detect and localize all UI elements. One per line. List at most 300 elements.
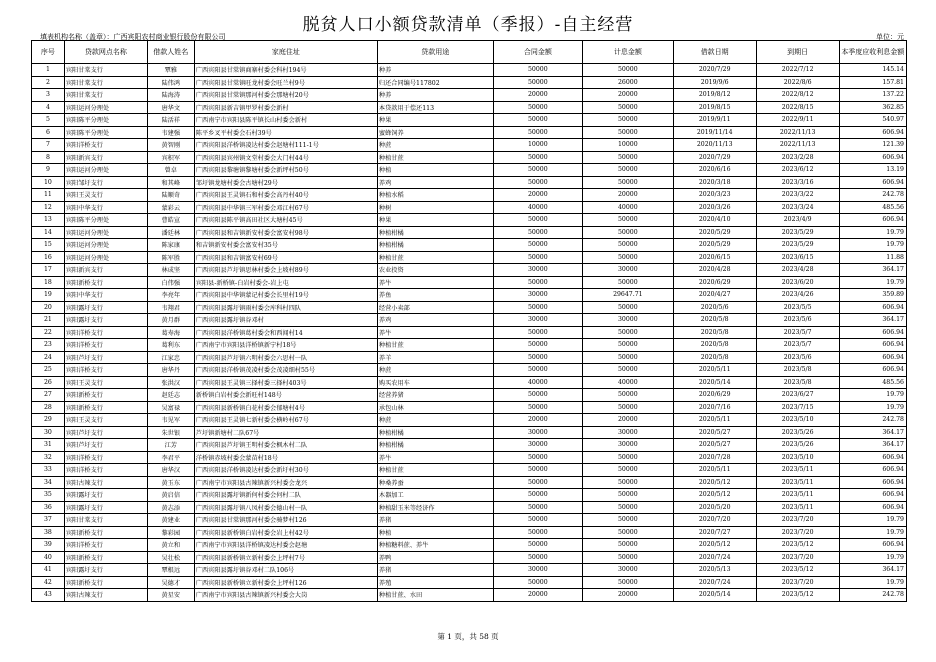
cell-borrower: 林成坚 <box>147 264 194 277</box>
table-row <box>32 214 907 227</box>
cell-interest-amount: 50000 <box>582 451 673 464</box>
cell-due-date: 2023/5/12 <box>756 564 839 577</box>
cell-due-date: 2023/3/22 <box>756 189 839 202</box>
cell-index: 37 <box>32 514 65 527</box>
cell-address: 广西南宁市宾阳县洋桥镇新宁村18号 <box>194 339 377 352</box>
cell-borrower: 宾积军 <box>147 151 194 164</box>
cell-interest-amount: 20000 <box>582 89 673 102</box>
cell-due-date: 2022/11/13 <box>756 139 839 152</box>
cell-branch: 宾阳新桥支行 <box>64 389 147 402</box>
cell-due-date: 2023/5/12 <box>756 539 839 552</box>
cell-branch: 宾阳新宾支行 <box>64 151 147 164</box>
cell-address: 广西南宁市宾阳县古辣镇新兴村委会大岗 <box>194 589 377 602</box>
cell-borrower: 唐华汉 <box>147 464 194 477</box>
cell-loan-date: 2020/5/20 <box>673 501 756 514</box>
cell-interest-amount: 50000 <box>582 526 673 539</box>
cell-purpose: 种蔗 <box>377 364 493 377</box>
cell-address: 广西宾阳县洋桥镇葛村委会和西闻村14 <box>194 326 377 339</box>
cell-loan-date: 2019/9/6 <box>673 76 756 89</box>
cell-quarter-interest: 606.94 <box>839 339 906 352</box>
cell-interest-amount: 50000 <box>582 301 673 314</box>
cell-branch: 宾阳甘棠支行 <box>64 76 147 89</box>
cell-due-date: 2023/5/5 <box>756 301 839 314</box>
cell-interest-amount: 20000 <box>582 189 673 202</box>
cell-contract-amount: 50000 <box>493 176 582 189</box>
cell-contract-amount: 50000 <box>493 389 582 402</box>
cell-interest-amount: 50000 <box>582 114 673 127</box>
cell-address: 陈平乡叉平村委会石村39号 <box>194 126 377 139</box>
cell-interest-amount: 50000 <box>582 351 673 364</box>
cell-address: 和吉镇新安村委会富安村35号 <box>194 239 377 252</box>
cell-index: 22 <box>32 326 65 339</box>
cell-loan-date: 2020/5/8 <box>673 326 756 339</box>
cell-address: 广西宾阳县黎塘镇黎塘村委会新坪村50号 <box>194 164 377 177</box>
cell-loan-date: 2020/5/14 <box>673 376 756 389</box>
table-row <box>32 301 907 314</box>
cell-loan-date: 2020/7/28 <box>673 451 756 464</box>
cell-borrower: 黄玉东 <box>147 476 194 489</box>
cell-contract-amount: 50000 <box>493 489 582 502</box>
cell-quarter-interest: 606.94 <box>839 489 906 502</box>
cell-contract-amount: 50000 <box>493 326 582 339</box>
cell-borrower: 覃根远 <box>147 564 194 577</box>
cell-loan-date: 2020/5/6 <box>673 301 756 314</box>
cell-borrower: 蒙彩云 <box>147 201 194 214</box>
cell-index: 27 <box>32 389 65 402</box>
cell-loan-date: 2020/3/23 <box>673 189 756 202</box>
cell-branch: 宾阳甘棠支行 <box>64 89 147 102</box>
table-row <box>32 101 907 114</box>
cell-interest-amount: 50000 <box>582 489 673 502</box>
cell-purpose: 养牛 <box>377 326 493 339</box>
cell-quarter-interest: 359.89 <box>839 289 906 302</box>
cell-loan-date: 2020/7/20 <box>673 514 756 527</box>
cell-purpose: 种养 <box>377 64 493 77</box>
cell-due-date: 2022/8/15 <box>756 101 839 114</box>
header-borrower: 借款人姓名 <box>147 41 194 64</box>
cell-quarter-interest: 606.94 <box>839 351 906 364</box>
cell-quarter-interest: 13.19 <box>839 164 906 177</box>
cell-interest-amount: 50000 <box>582 401 673 414</box>
cell-index: 2 <box>32 76 65 89</box>
cell-interest-amount: 50000 <box>582 276 673 289</box>
cell-index: 10 <box>32 176 65 189</box>
table-row <box>32 364 907 377</box>
cell-purpose: 种养 <box>377 89 493 102</box>
cell-address: 新桥镇白岩村委会新旺村148号 <box>194 389 377 402</box>
cell-index: 12 <box>32 201 65 214</box>
cell-address: 广西宾阳县新桥镇白花村委会郁塘村4号 <box>194 401 377 414</box>
cell-borrower: 李君平 <box>147 451 194 464</box>
cell-index: 28 <box>32 401 65 414</box>
cell-loan-date: 2020/4/10 <box>673 214 756 227</box>
table-row <box>32 151 907 164</box>
cell-due-date: 2023/5/12 <box>756 589 839 602</box>
cell-address: 广西宾阳县和吉镇新安村委会富安村98号 <box>194 226 377 239</box>
cell-interest-amount: 30000 <box>582 426 673 439</box>
cell-quarter-interest: 157.81 <box>839 76 906 89</box>
cell-address: 广西宾阳县王灵镇七新村委会横岭村67号 <box>194 414 377 427</box>
cell-due-date: 2023/6/20 <box>756 276 839 289</box>
cell-quarter-interest: 19.79 <box>839 551 906 564</box>
cell-contract-amount: 30000 <box>493 264 582 277</box>
cell-borrower: 李亮年 <box>147 289 194 302</box>
cell-interest-amount: 50000 <box>582 176 673 189</box>
cell-due-date: 2023/5/26 <box>756 439 839 452</box>
cell-interest-amount: 50000 <box>582 576 673 589</box>
cell-quarter-interest: 121.39 <box>839 139 906 152</box>
cell-purpose: 种桑养蚕 <box>377 476 493 489</box>
cell-loan-date: 2020/11/13 <box>673 139 756 152</box>
cell-quarter-interest: 19.79 <box>839 276 906 289</box>
cell-loan-date: 2020/6/15 <box>673 251 756 264</box>
cell-quarter-interest: 364.17 <box>839 439 906 452</box>
cell-contract-amount: 20000 <box>493 414 582 427</box>
table-row <box>32 251 907 264</box>
cell-due-date: 2023/5/10 <box>756 451 839 464</box>
cell-branch: 宾阳陈平分理处 <box>64 126 147 139</box>
table-row <box>32 501 907 514</box>
cell-index: 21 <box>32 314 65 327</box>
cell-address: 广西宾阳县甘棠镇商寨村委会科村194号 <box>194 64 377 77</box>
cell-branch: 宾阳芦圩支行 <box>64 351 147 364</box>
cell-purpose: 经营养猪 <box>377 389 493 402</box>
cell-contract-amount: 50000 <box>493 514 582 527</box>
cell-loan-date: 2020/4/27 <box>673 289 756 302</box>
cell-index: 4 <box>32 101 65 114</box>
cell-loan-date: 2020/5/11 <box>673 414 756 427</box>
cell-contract-amount: 50000 <box>493 214 582 227</box>
cell-due-date: 2023/5/8 <box>756 376 839 389</box>
table-row <box>32 139 907 152</box>
cell-index: 5 <box>32 114 65 127</box>
table-row <box>32 401 907 414</box>
header-loan-date: 借款日期 <box>673 41 756 64</box>
cell-contract-amount: 50000 <box>493 476 582 489</box>
cell-contract-amount: 50000 <box>493 126 582 139</box>
table-row <box>32 264 907 277</box>
cell-branch: 宾阳洋桥支行 <box>64 339 147 352</box>
cell-due-date: 2023/5/6 <box>756 314 839 327</box>
cell-interest-amount: 50000 <box>582 126 673 139</box>
cell-branch: 宾阳王灵支行 <box>64 414 147 427</box>
cell-address: 广西宾阳县露圩镇八凤村委会德山村一队 <box>194 501 377 514</box>
cell-interest-amount: 50000 <box>582 251 673 264</box>
cell-index: 26 <box>32 376 65 389</box>
cell-quarter-interest: 485.56 <box>839 376 906 389</box>
cell-loan-date: 2020/5/27 <box>673 426 756 439</box>
cell-branch: 宾阳运河分理处 <box>64 251 147 264</box>
cell-due-date: 2023/6/27 <box>756 389 839 402</box>
cell-address: 广西宾阳县宾州镇文堂村委会大门村44号 <box>194 151 377 164</box>
cell-purpose: 种植水稻 <box>377 189 493 202</box>
cell-address: 广西宾阳县王灵镇三择村委三择村403号 <box>194 376 377 389</box>
cell-branch: 宾阳露圩支行 <box>64 489 147 502</box>
header-address: 家庭住址 <box>194 41 377 64</box>
cell-purpose: 木器加工 <box>377 489 493 502</box>
cell-index: 17 <box>32 264 65 277</box>
cell-quarter-interest: 19.79 <box>839 526 906 539</box>
cell-contract-amount: 20000 <box>493 189 582 202</box>
cell-index: 36 <box>32 501 65 514</box>
cell-index: 18 <box>32 276 65 289</box>
cell-loan-date: 2020/5/29 <box>673 226 756 239</box>
cell-index: 6 <box>32 126 65 139</box>
header-purpose: 贷款用途 <box>377 41 493 64</box>
cell-quarter-interest: 19.79 <box>839 226 906 239</box>
cell-interest-amount: 50000 <box>582 164 673 177</box>
cell-purpose: 种植柑橘 <box>377 439 493 452</box>
cell-address: 广西宾阳县甘棠镇那河村委会那塘村20号 <box>194 89 377 102</box>
cell-index: 32 <box>32 451 65 464</box>
cell-address: 邹圩镇龙塘村委会古塘村29号 <box>194 176 377 189</box>
cell-address: 广西宾阳县芦圩镇六明村委会六思村一队 <box>194 351 377 364</box>
cell-branch: 宾阳中华支行 <box>64 201 147 214</box>
cell-contract-amount: 50000 <box>493 226 582 239</box>
cell-interest-amount: 50000 <box>582 326 673 339</box>
table-row <box>32 326 907 339</box>
cell-contract-amount: 50000 <box>493 101 582 114</box>
cell-interest-amount: 30000 <box>582 564 673 577</box>
cell-contract-amount: 50000 <box>493 301 582 314</box>
cell-interest-amount: 26000 <box>582 76 673 89</box>
table-row <box>32 164 907 177</box>
cell-index: 30 <box>32 426 65 439</box>
cell-quarter-interest: 242.78 <box>839 589 906 602</box>
cell-quarter-interest: 137.22 <box>839 89 906 102</box>
cell-contract-amount: 50000 <box>493 551 582 564</box>
cell-interest-amount: 50000 <box>582 539 673 552</box>
table-row <box>32 464 907 477</box>
cell-loan-date: 2020/5/27 <box>673 439 756 452</box>
cell-branch: 宾阳运河分理处 <box>64 226 147 239</box>
cell-due-date: 2023/7/15 <box>756 401 839 414</box>
cell-purpose: 养猪 <box>377 514 493 527</box>
cell-branch: 宾阳甘棠支行 <box>64 64 147 77</box>
cell-borrower: 韦见军 <box>147 414 194 427</box>
cell-purpose: 购买农用车 <box>377 376 493 389</box>
cell-borrower: 黄月群 <box>147 314 194 327</box>
cell-due-date: 2023/5/29 <box>756 239 839 252</box>
cell-index: 11 <box>32 189 65 202</box>
cell-due-date: 2023/5/29 <box>756 226 839 239</box>
cell-branch: 宾阳洋桥支行 <box>64 451 147 464</box>
cell-due-date: 2023/4/9 <box>756 214 839 227</box>
table-row <box>32 551 907 564</box>
cell-loan-date: 2020/5/14 <box>673 589 756 602</box>
cell-address: 宾阳县-新桥镇-白岩村委会-岩上屯 <box>194 276 377 289</box>
cell-purpose: 种树 <box>377 201 493 214</box>
cell-branch: 宾阳邹圩支行 <box>64 176 147 189</box>
cell-purpose: 种植甘蔗 <box>377 151 493 164</box>
cell-address: 广西宾阳县洋桥镇茂凌村委会茂凌细村55号 <box>194 364 377 377</box>
cell-address: 广西宾阳县新吉镇甲罗村委会新村 <box>194 101 377 114</box>
cell-borrower: 张洪汉 <box>147 376 194 389</box>
table-row <box>32 414 907 427</box>
cell-interest-amount: 40000 <box>582 376 673 389</box>
cell-due-date: 2022/7/12 <box>756 64 839 77</box>
cell-index: 24 <box>32 351 65 364</box>
cell-index: 3 <box>32 89 65 102</box>
cell-index: 31 <box>32 439 65 452</box>
cell-loan-date: 2020/5/12 <box>673 476 756 489</box>
cell-due-date: 2023/7/20 <box>756 526 839 539</box>
cell-loan-date: 2019/8/15 <box>673 101 756 114</box>
table-row <box>32 564 907 577</box>
cell-interest-amount: 50000 <box>582 464 673 477</box>
cell-borrower: 吴德才 <box>147 576 194 589</box>
cell-contract-amount: 50000 <box>493 239 582 252</box>
cell-address: 广西宾阳县中华镇三军村委会邓江村67号 <box>194 201 377 214</box>
header-quarter-interest: 本季度应收利息金额 <box>839 41 906 64</box>
cell-address: 广西宾阳县露圩镇谷邓村 <box>194 314 377 327</box>
cell-loan-date: 2020/7/27 <box>673 526 756 539</box>
cell-branch: 宾阳古辣支行 <box>64 589 147 602</box>
table-row <box>32 489 907 502</box>
cell-due-date: 2023/5/8 <box>756 364 839 377</box>
cell-contract-amount: 50000 <box>493 114 582 127</box>
table-row <box>32 314 907 327</box>
cell-due-date: 2023/2/28 <box>756 151 839 164</box>
cell-borrower: 黄智刚 <box>147 139 194 152</box>
cell-interest-amount: 50000 <box>582 514 673 527</box>
cell-purpose: 种蔗 <box>377 414 493 427</box>
cell-purpose: 种植柑橘 <box>377 239 493 252</box>
cell-interest-amount: 40000 <box>582 201 673 214</box>
cell-branch: 宾阳运河分理处 <box>64 164 147 177</box>
cell-contract-amount: 30000 <box>493 426 582 439</box>
table-row <box>32 176 907 189</box>
table-row <box>32 451 907 464</box>
cell-contract-amount: 30000 <box>493 564 582 577</box>
cell-contract-amount: 50000 <box>493 576 582 589</box>
cell-loan-date: 2020/5/8 <box>673 351 756 364</box>
cell-contract-amount: 50000 <box>493 76 582 89</box>
cell-branch: 宾阳洋桥支行 <box>64 539 147 552</box>
cell-due-date: 2023/5/11 <box>756 489 839 502</box>
cell-quarter-interest: 540.97 <box>839 114 906 127</box>
cell-address: 广西南宁市宾阳县洋桥镇凌达村委会赵塘 <box>194 539 377 552</box>
cell-due-date: 2023/5/7 <box>756 326 839 339</box>
unit-label: 单位：元 <box>876 33 904 41</box>
cell-purpose: 种植甜玉米等经济作 <box>377 501 493 514</box>
cell-branch: 宾阳芦圩支行 <box>64 439 147 452</box>
cell-purpose: 种植柑橘 <box>377 226 493 239</box>
cell-due-date: 2023/6/12 <box>756 164 839 177</box>
cell-quarter-interest: 606.94 <box>839 151 906 164</box>
cell-purpose: 养猪 <box>377 564 493 577</box>
cell-branch: 宾阳新桥支行 <box>64 576 147 589</box>
loan-table <box>31 40 907 602</box>
cell-address: 广西宾阳县新桥镇立新村委会上坪村126 <box>194 576 377 589</box>
cell-index: 42 <box>32 576 65 589</box>
cell-contract-amount: 30000 <box>493 289 582 302</box>
table-row <box>32 439 907 452</box>
cell-address: 广西宾阳县王灵镇石和村委会高丹村40号 <box>194 189 377 202</box>
header-interest-amount: 计息金额 <box>582 41 673 64</box>
cell-contract-amount: 50000 <box>493 401 582 414</box>
cell-address: 洋桥镇赤坡村委会蒙苗村18号 <box>194 451 377 464</box>
cell-interest-amount: 20000 <box>582 589 673 602</box>
header-contract-amount: 合同金额 <box>493 41 582 64</box>
table-row <box>32 114 907 127</box>
table-row <box>32 226 907 239</box>
cell-quarter-interest: 606.94 <box>839 301 906 314</box>
cell-address: 广西南宁市宾阳县古辣镇新兴村委会龙兴 <box>194 476 377 489</box>
cell-purpose: 养殖 <box>377 576 493 589</box>
cell-branch: 宾阳洋桥支行 <box>64 326 147 339</box>
cell-purpose: 种果 <box>377 114 493 127</box>
cell-borrower: 葛寿海 <box>147 326 194 339</box>
table-row <box>32 376 907 389</box>
cell-borrower: 白伟强 <box>147 276 194 289</box>
cell-branch: 宾阳新桥支行 <box>64 276 147 289</box>
cell-purpose: 养鸡 <box>377 176 493 189</box>
cell-address: 广西宾阳县露圩镇谷邓村二队106号 <box>194 564 377 577</box>
cell-due-date: 2023/4/26 <box>756 289 839 302</box>
cell-interest-amount: 30000 <box>582 439 673 452</box>
cell-interest-amount: 50000 <box>582 476 673 489</box>
cell-interest-amount: 29647.71 <box>582 289 673 302</box>
cell-contract-amount: 50000 <box>493 151 582 164</box>
cell-contract-amount: 10000 <box>493 139 582 152</box>
table-row <box>32 351 907 364</box>
cell-branch: 宾阳王灵支行 <box>64 189 147 202</box>
cell-borrower: 曹皓宣 <box>147 214 194 227</box>
cell-purpose: 种果 <box>377 214 493 227</box>
cell-borrower: 陆顺奇 <box>147 189 194 202</box>
cell-loan-date: 2019/11/14 <box>673 126 756 139</box>
cell-due-date: 2023/5/26 <box>756 426 839 439</box>
cell-due-date: 2022/9/11 <box>756 114 839 127</box>
cell-address: 广西宾阳县洋桥镇凌达村委会赵塘村111-1号 <box>194 139 377 152</box>
cell-branch: 宾阳洋桥支行 <box>64 364 147 377</box>
cell-interest-amount: 50000 <box>582 101 673 114</box>
cell-index: 7 <box>32 139 65 152</box>
cell-loan-date: 2020/5/8 <box>673 314 756 327</box>
cell-due-date: 2023/5/10 <box>756 414 839 427</box>
cell-quarter-interest: 145.14 <box>839 64 906 77</box>
table-row <box>32 189 907 202</box>
cell-loan-date: 2020/7/24 <box>673 551 756 564</box>
cell-loan-date: 2020/5/11 <box>673 364 756 377</box>
cell-index: 40 <box>32 551 65 564</box>
cell-due-date: 2023/5/7 <box>756 339 839 352</box>
table-row <box>32 476 907 489</box>
cell-borrower: 黄星安 <box>147 589 194 602</box>
cell-contract-amount: 20000 <box>493 89 582 102</box>
cell-quarter-interest: 606.94 <box>839 214 906 227</box>
cell-due-date: 2023/7/20 <box>756 551 839 564</box>
cell-loan-date: 2020/3/26 <box>673 201 756 214</box>
cell-address: 广西宾阳县和吉镇富安村69号 <box>194 251 377 264</box>
cell-borrower: 黄启信 <box>147 489 194 502</box>
cell-purpose: 农业投资 <box>377 264 493 277</box>
table-row <box>32 514 907 527</box>
cell-address: 广西宾阳县陈平镇高田社区大塘村45号 <box>194 214 377 227</box>
cell-quarter-interest: 606.94 <box>839 326 906 339</box>
cell-purpose: 种植糖料蔗、养牛 <box>377 539 493 552</box>
cell-borrower: 赵廷志 <box>147 389 194 402</box>
cell-address: 广西宾阳县芦圩镇思林村委会上坡村89号 <box>194 264 377 277</box>
cell-address: 广西宾阳县甘棠镇那河村委会骑梦村126 <box>194 514 377 527</box>
cell-index: 16 <box>32 251 65 264</box>
cell-quarter-interest: 362.85 <box>839 101 906 114</box>
cell-quarter-interest: 242.78 <box>839 414 906 427</box>
cell-index: 33 <box>32 464 65 477</box>
cell-branch: 宾阳新桥支行 <box>64 526 147 539</box>
cell-quarter-interest: 606.94 <box>839 176 906 189</box>
